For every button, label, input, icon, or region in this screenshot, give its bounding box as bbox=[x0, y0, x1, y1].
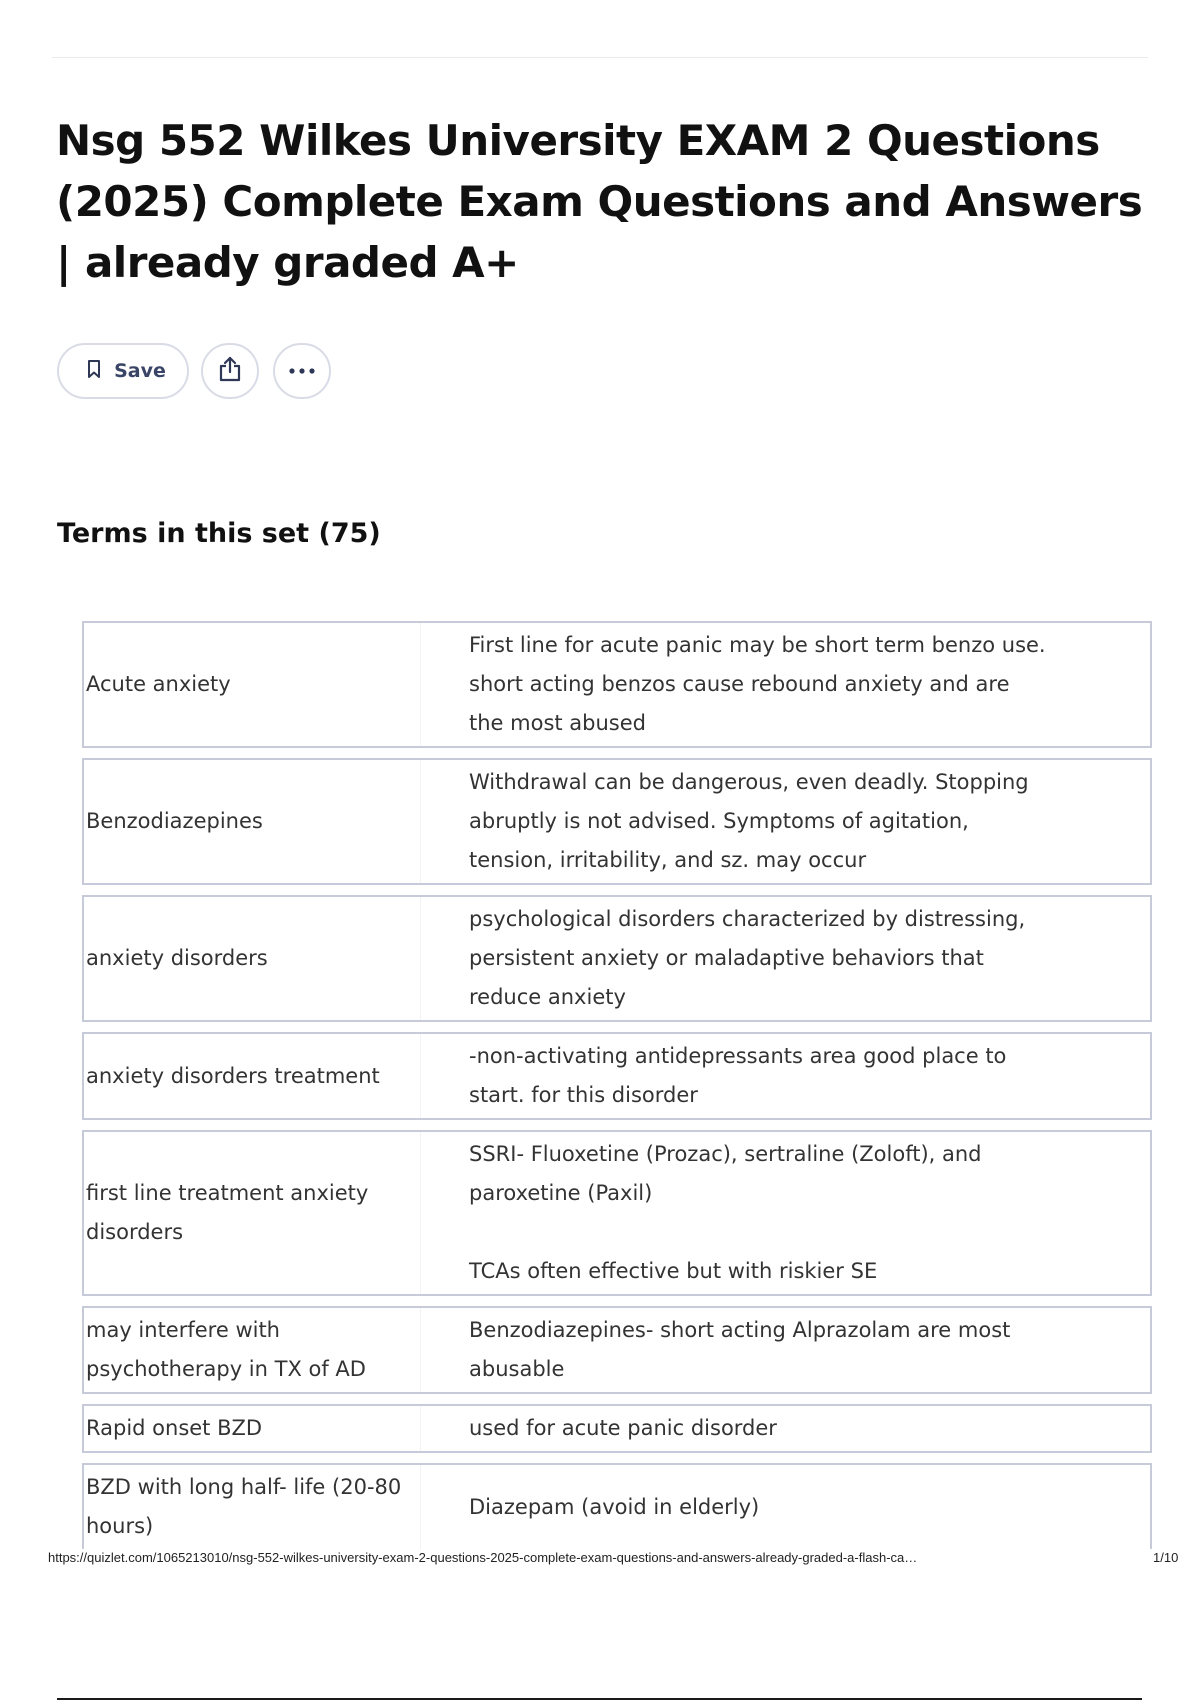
term-cell: Rapid onset BZD bbox=[83, 1405, 421, 1452]
table-row bbox=[83, 1033, 1151, 1119]
definition-cell: Diazepam (avoid in elderly) bbox=[421, 1464, 1152, 1549]
table-row bbox=[83, 1464, 1151, 1549]
definition-cell: Withdrawal can be dangerous, even deadly. Stopping abruptly is not advised. Symptoms of agitation, tension, irritability, and sz. may occur bbox=[421, 759, 1152, 884]
definition-cell: Benzodiazepines- short acting Alprazolam are most abusable bbox=[421, 1307, 1152, 1393]
page-title: Nsg 552 Wilkes University EXAM 2 Questions (2025) Complete Exam Questions and Answers | already graded A+ bbox=[56, 116, 1143, 287]
term-cell: Acute anxiety bbox=[83, 622, 421, 747]
table-row bbox=[83, 896, 1151, 1021]
term-cell: Benzodiazepines bbox=[83, 759, 421, 884]
more-icon bbox=[288, 362, 316, 380]
term-cell: may interfere with psychotherapy in TX of AD bbox=[83, 1307, 421, 1393]
definition-cell: SSRI- Fluoxetine (Prozac), sertraline (Zoloft), and paroxetine (Paxil) TCAs often effective but with riskier SE bbox=[421, 1131, 1152, 1295]
share-button[interactable] bbox=[201, 343, 259, 399]
terms-set-heading: Terms in this set (75) bbox=[57, 518, 381, 549]
share-icon bbox=[217, 355, 243, 388]
terms-table bbox=[82, 621, 1152, 1549]
more-options-button[interactable] bbox=[273, 343, 331, 399]
page-number: 1/10 bbox=[1153, 1550, 1179, 1565]
save-button[interactable] bbox=[57, 343, 189, 399]
definition-cell: -non-activating antidepressants area good place to start. for this disorder bbox=[421, 1033, 1152, 1119]
term-cell: anxiety disorders bbox=[83, 896, 421, 1021]
definition-cell: First line for acute panic may be short term benzo use. short acting benzos cause rebound anxiety and are the most abused bbox=[421, 622, 1152, 747]
table-row bbox=[83, 1307, 1151, 1393]
table-row bbox=[83, 622, 1151, 747]
table-row bbox=[83, 1405, 1151, 1452]
save-button-label: Save bbox=[114, 360, 166, 382]
definition-cell: psychological disorders characterized by distressing, persistent anxiety or maladaptive behaviors that reduce anxiety bbox=[421, 896, 1152, 1021]
definition-cell: used for acute panic disorder bbox=[421, 1405, 1152, 1452]
print-url: https://quizlet.com/1065213010/nsg-552-wilkes-university-exam-2-questions-2025-complete-exam-questions-and-answers-already-graded-a-flash-ca… bbox=[48, 1550, 918, 1565]
bookmark-icon bbox=[86, 359, 102, 384]
term-cell: BZD with long half- life (20-80 hours) bbox=[83, 1464, 421, 1549]
term-cell: first line treatment anxiety disorders bbox=[83, 1131, 421, 1295]
header-divider bbox=[52, 57, 1148, 58]
term-cell: anxiety disorders treatment bbox=[83, 1033, 421, 1119]
table-row bbox=[83, 759, 1151, 884]
table-row bbox=[83, 1131, 1151, 1295]
